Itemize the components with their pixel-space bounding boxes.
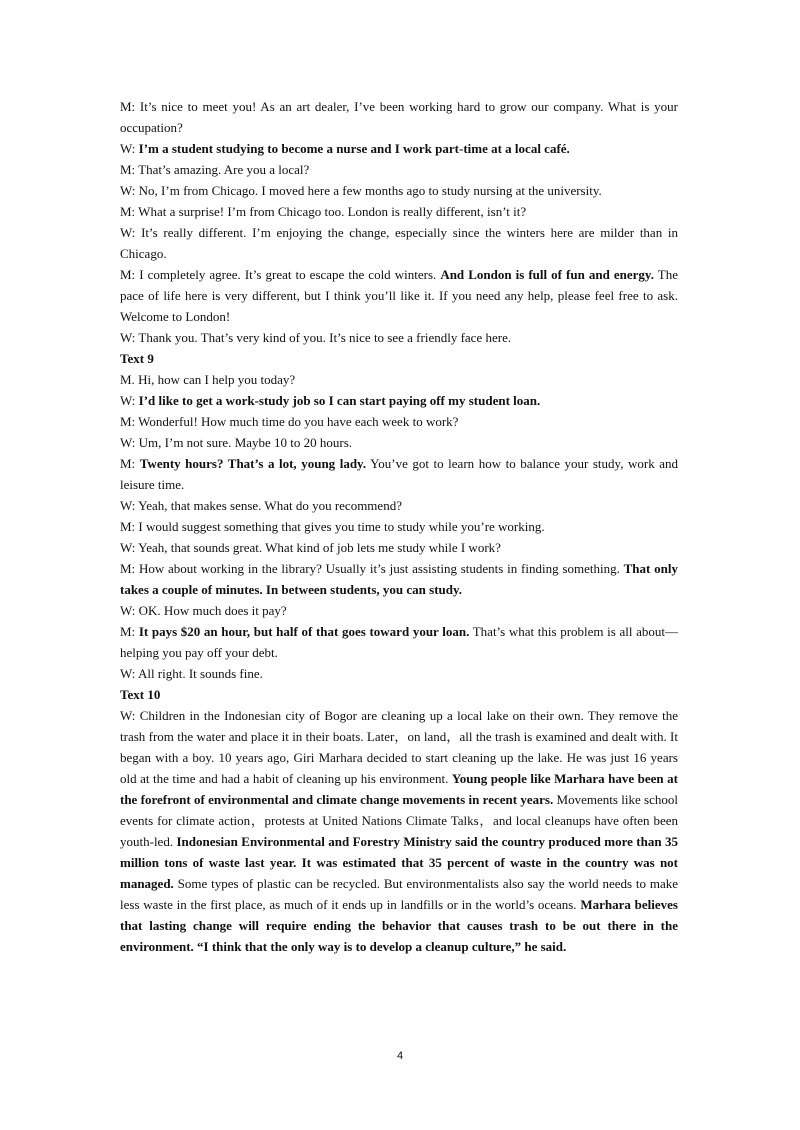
text-segment: That’s amazing. Are you a local? — [135, 162, 310, 177]
text-segment: All right. It sounds fine. — [135, 666, 263, 681]
text-segment: How about working in the library? Usually it’s just assisting students in finding something. — [135, 561, 624, 576]
dialogue-line — [120, 432, 678, 453]
speaker-label: M: — [120, 624, 136, 639]
text-segment: Thank you. That’s very kind of you. It’s nice to see a friendly face here. — [135, 330, 512, 345]
speaker-label: W: — [120, 666, 136, 681]
speaker-label: W: — [120, 183, 136, 198]
speaker-label: W: — [120, 603, 136, 618]
speaker-label: W: — [120, 393, 136, 408]
dialogue-line — [120, 96, 678, 138]
document-body — [120, 96, 678, 957]
dialogue-line — [120, 516, 678, 537]
speaker-label: W: — [120, 330, 136, 345]
text-10-passage — [120, 705, 678, 957]
bold-text-segment: Twenty hours? That’s a lot, young lady. — [139, 456, 367, 471]
text-segment: No, I’m from Chicago. I moved here a few months ago to study nursing at the university. — [135, 183, 602, 198]
speaker-label: M: — [120, 414, 136, 429]
text-segment: That’s what this problem is all about—helping you pay off your debt. — [120, 624, 679, 660]
dialogue-line — [120, 159, 678, 180]
text-segment: Yeah, that sounds great. What kind of job lets me study while I work? — [135, 540, 501, 555]
dialogue-line — [120, 495, 678, 516]
bold-text-segment: That only takes a couple of minutes. In between students, you can study. — [120, 561, 678, 597]
dialogue-line — [120, 537, 678, 558]
speaker-label: M: — [120, 99, 136, 114]
speaker-label: W: — [120, 540, 136, 555]
dialogue-text-9 — [120, 369, 678, 684]
dialogue-line — [120, 369, 678, 390]
dialogue-line — [120, 663, 678, 684]
speaker-label: M: — [120, 519, 136, 534]
section-heading-text-10: Text 10 — [120, 687, 161, 702]
bold-text-segment: Indonesian Environmental and Forestry Ministry said the country produced more than 35 million tons of waste last year. It was estimated that 35 percent of waste in the country was not managed. — [120, 834, 678, 891]
bold-text-segment: Marhara believes that lasting change will require ending the behavior that causes trash to be out there in the environment. “I think that the only way is to develop a cleanup culture,” he said. — [120, 897, 678, 954]
text-segment: Children in the Indonesian city of Bogor are cleaning up a local lake on their own. They remove the trash from the water and place it in their boats. Later，on land，all the trash is examined and dealt with. It began with a boy. 10 years ago, Giri Marhara decided to start cleaning up the lake. He was just 16 years old at the time and had a habit of cleaning up his environment. — [120, 708, 678, 786]
dialogue-line — [120, 453, 678, 495]
speaker-label: M: — [120, 561, 136, 576]
dialogue-line — [120, 201, 678, 222]
speaker-label: M: — [120, 162, 136, 177]
bold-text-segment: And London is full of fun and energy. — [440, 267, 654, 282]
dialogue-line — [120, 558, 678, 600]
speaker-label: W: — [120, 225, 136, 240]
text-segment: Some types of plastic can be recycled. But environmentalists also say the world needs to make less waste in the first place, as much of it ends up in landfills or in the world’s oceans. — [120, 876, 678, 912]
bold-text-segment: It pays $20 an hour, but half of that goes toward your loan. — [138, 624, 470, 639]
text-segment: It’s really different. I’m enjoying the change, especially since the winters here are milder than in Chicago. — [120, 225, 678, 261]
text-segment: Wonderful! How much time do you have each week to work? — [135, 414, 459, 429]
dialogue-text-8 — [120, 96, 678, 348]
speaker-label: W: — [120, 141, 136, 156]
text-segment: I completely agree. It’s great to escape the cold winters. — [135, 267, 441, 282]
text-segment: You’ve got to learn how to balance your study, work and leisure time. — [120, 456, 679, 492]
text-segment: It’s nice to meet you! As an art dealer, I’ve been working hard to grow our company. What is your occupation? — [120, 99, 678, 135]
speaker-label: W: — [120, 708, 136, 723]
speaker-label: M: — [120, 204, 136, 219]
text-segment: I would suggest something that gives you time to study while you’re working. — [135, 519, 545, 534]
bold-text-segment: I’m a student studying to become a nurse and I work part-time at a local café. — [135, 141, 570, 156]
bold-text-segment: I’d like to get a work-study job so I can start paying off my student loan. — [135, 393, 541, 408]
text-segment: Yeah, that makes sense. What do you recommend? — [135, 498, 402, 513]
text-segment: OK. How much does it pay? — [135, 603, 287, 618]
dialogue-line — [120, 138, 678, 159]
dialogue-line — [120, 264, 678, 327]
section-heading-text-9: Text 9 — [120, 351, 154, 366]
bold-text-segment: Young people like Marhara have been at the forefront of environmental and climate change movements in recent years. — [120, 771, 678, 807]
text-segment: Movements like school events for climate action，protests at United Nations Climate Talks，and local cleanups have often been youth-led. — [120, 792, 678, 849]
speaker-label: M: — [120, 456, 136, 471]
text-segment: Hi, how can I help you today? — [134, 372, 296, 387]
dialogue-line — [120, 411, 678, 432]
dialogue-line — [120, 180, 678, 201]
dialogue-line — [120, 600, 678, 621]
text-segment: The pace of life here is very different, but I think you’ll like it. If you need any help, please feel free to ask. Welcome to London! — [120, 267, 678, 324]
speaker-label: W: — [120, 435, 136, 450]
dialogue-line — [120, 390, 678, 411]
speaker-label: M: — [120, 267, 136, 282]
text-segment: Um, I’m not sure. Maybe 10 to 20 hours. — [135, 435, 353, 450]
speaker-label: W: — [120, 498, 136, 513]
dialogue-line — [120, 222, 678, 264]
dialogue-line — [120, 621, 678, 663]
dialogue-line — [120, 327, 678, 348]
page-number: 4 — [396, 1050, 404, 1062]
text-segment: What a surprise! I’m from Chicago too. London is really different, isn’t it? — [135, 204, 527, 219]
speaker-label: M. — [120, 372, 135, 387]
